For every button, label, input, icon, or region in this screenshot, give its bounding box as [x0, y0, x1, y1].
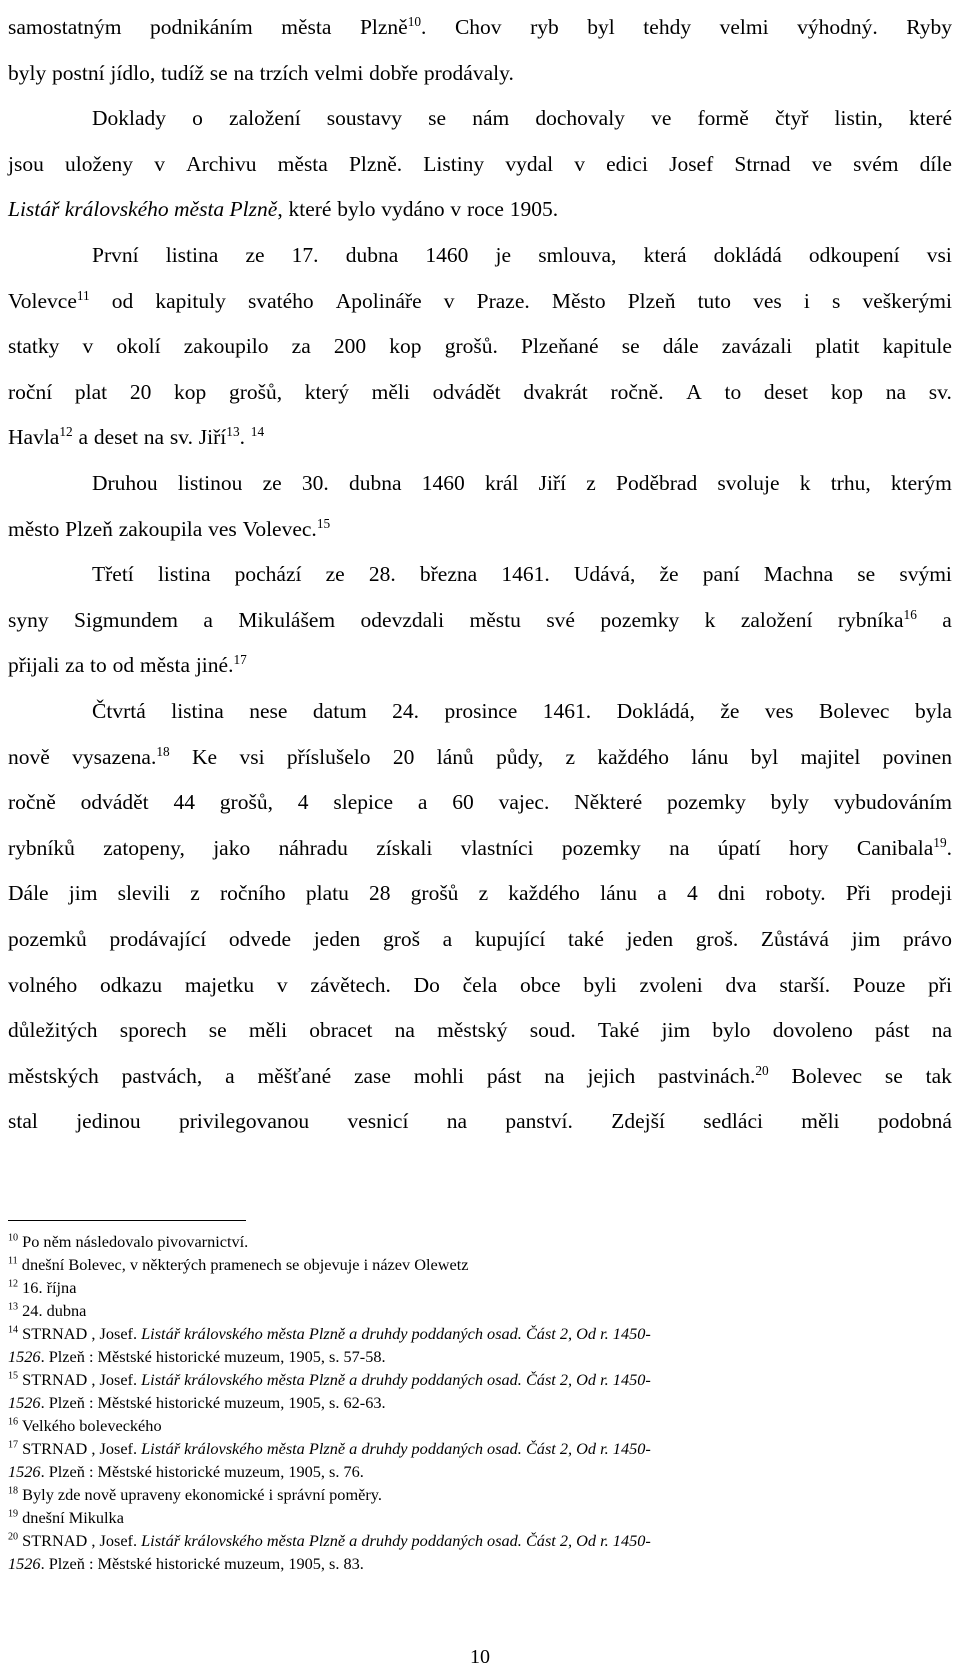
footnote-line: $^{10}$ Po něm následovalo pivovarnictví. — [8, 1232, 249, 1251]
body-line: ročně odvádět 44 grošů, 4 slepice a 60 vajec. Některé pozemky byly vybudováním — [8, 790, 952, 815]
body-line: Havla$^{12}$ a deset na sv. Jiří$^{13}$. $^{14}$ — [8, 424, 265, 450]
body-line: městských pastvách, a měšťané zase mohli pást na jejich pastvinách.$^{20}$ Bolevec se tak — [8, 1062, 952, 1088]
footnote-line: $^{14}$ STRNAD , Josef. Listář královského města Plzně a druhdy poddaných osad. Část 2, Od r. 1450- — [8, 1324, 651, 1343]
footnote-line: 1526. Plzeň : Městské historické muzeum, 1905, s. 83. — [8, 1554, 364, 1573]
footnote-separator — [8, 1220, 246, 1221]
body-line: jsou uloženy v Archivu města Plzně. Listiny vydal v edici Josef Strnad ve svém díle — [8, 151, 952, 176]
body-line: Druhou listinou ze 30. dubna 1460 král Jiří z Poděbrad svoluje k trhu, kterým — [92, 471, 952, 495]
footnote-line: $^{19}$ dnešní Mikulka — [8, 1508, 124, 1527]
page-number: 10 — [470, 1646, 490, 1668]
footnote-line: 1526. Plzeň : Městské historické muzeum, 1905, s. 76. — [8, 1462, 364, 1481]
body-line: město Plzeň zakoupila ves Volevec.$^{15}$ — [8, 515, 331, 541]
body-line: stal jedinou privilegovanou vesnicí na panství. Zdejší sedláci měli podobná — [8, 1109, 952, 1134]
body-line: rybníků zatopeny, jako náhradu získali vlastníci pozemky na úpatí hory Canibala$^{19}$. — [8, 834, 952, 860]
body-line: volného odkazu majetku v závětech. Do čela obce byli zvoleni dva starší. Pouze při — [8, 972, 952, 997]
body-line: Dále jim slevili z ročního platu 28 grošů z každého lánu a 4 dni roboty. Při prodeji — [8, 881, 952, 906]
body-line: Třetí listina pochází ze 28. března 1461. Udává, že paní Machna se svými — [92, 562, 952, 587]
footnote-line: $^{17}$ STRNAD , Josef. Listář královského města Plzně a druhdy poddaných osad. Část 2, Od r. 1450- — [8, 1439, 651, 1458]
body-line: Čtvrtá listina nese datum 24. prosince 1461. Dokládá, že ves Bolevec byla — [92, 699, 952, 723]
footnote-line: 1526. Plzeň : Městské historické muzeum, 1905, s. 62-63. — [8, 1393, 386, 1412]
body-line: První listina ze 17. dubna 1460 je smlouva, která dokládá odkoupení vsi — [92, 243, 952, 267]
footnote-line: $^{15}$ STRNAD , Josef. Listář královského města Plzně a druhdy poddaných osad. Část 2, Od r. 1450- — [8, 1370, 651, 1389]
footnote-line: $^{18}$ Byly zde nově upraveny ekonomické i správní poměry. — [8, 1485, 382, 1504]
body-line: roční plat 20 kop grošů, který měli odvádět dvakrát ročně. A to deset kop na sv. — [8, 379, 952, 404]
body-line: Doklady o založení soustavy se nám dochovaly ve formě čtyř listin, které — [92, 106, 952, 131]
body-line: přijali za to od města jiné.$^{17}$ — [8, 652, 247, 678]
footnote-line: $^{13}$ 24. dubna — [8, 1301, 87, 1320]
footnote-line: $^{20}$ STRNAD , Josef. Listář královského města Plzně a druhdy poddaných osad. Část 2, Od r. 1450- — [8, 1531, 651, 1550]
body-line: Listář královského města Plzně, které bylo vydáno v roce 1905. — [8, 197, 559, 222]
body-line: pozemků prodávající odvede jeden groš a kupující také jeden groš. Zůstává jim právo — [8, 927, 952, 951]
footnote-line: $^{11}$ dnešní Bolevec, v některých pramenech se objevuje i název Olewetz — [8, 1255, 469, 1274]
body-line: statky v okolí zakoupilo za 200 kop grošů. Plzeňané se dále zavázali platit kapitule — [8, 334, 952, 359]
body-line: samostatným podnikáním města Plzně$^{10}$. Chov ryb byl tehdy velmi výhodný. Ryby — [8, 13, 952, 39]
footnote-line: $^{16}$ Velkého boleveckého — [8, 1416, 162, 1435]
body-line: syny Sigmundem a Mikulášem odevzdali městu své pozemky k založení rybníka$^{16}$ a — [8, 606, 952, 632]
body-line: byly postní jídlo, tudíž se na trzích velmi dobře prodávaly. — [8, 60, 514, 85]
body-line: Volevce$^{11}$ od kapituly svatého Apolináře v Praze. Město Plzeň tuto ves i s veškerými — [8, 287, 952, 313]
body-line: nově vysazena.$^{18}$ Ke vsi příslušelo 20 lánů půdy, z každého lánu byl majitel povinen — [8, 743, 952, 769]
footnote-line: 1526. Plzeň : Městské historické muzeum, 1905, s. 57-58. — [8, 1347, 386, 1366]
body-line: důležitých sporech se měli obracet na městský soud. Také jim bylo dovoleno pást na — [8, 1018, 952, 1043]
footnote-line: $^{12}$ 16. října — [8, 1278, 77, 1297]
